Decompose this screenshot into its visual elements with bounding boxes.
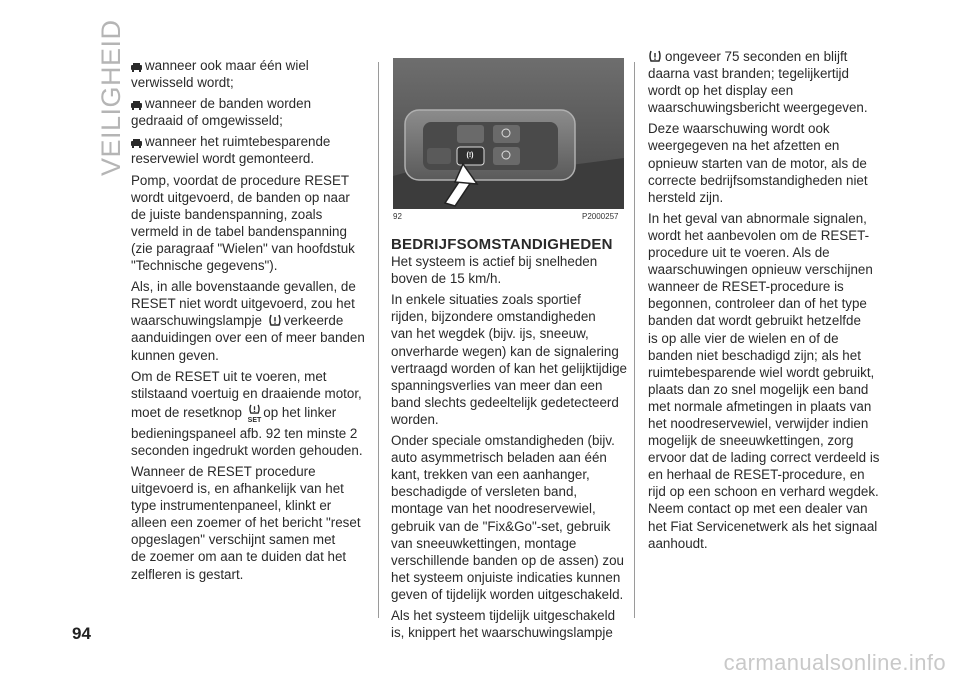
bullet-text: wanneer het ruimtebesparende	[145, 134, 331, 150]
text-line: verschillende banden op de assen) zou	[391, 552, 625, 568]
bullet-text: gedraaid of omgewisseld;	[131, 113, 283, 129]
text-line: bedieningspaneel afb. 92 ten minste 2	[131, 425, 358, 441]
watermark: carmanualsonline.info	[723, 650, 946, 675]
text-line: spanningsverlies van meer dan een	[391, 377, 603, 393]
text-line: geven of tijdelijk worden uitgeschakeld.	[391, 586, 624, 602]
tire-pressure-warning-icon	[648, 50, 662, 63]
text-line: daarna vast branden; tegelijkertijd	[648, 66, 849, 82]
text-line: type instrumentenpaneel, klinkt er	[131, 498, 332, 514]
text-line: zelfleren is gestart.	[131, 566, 244, 582]
text-line: wordt op het display een	[648, 83, 794, 99]
column-3	[648, 48, 888, 556]
reset-button-icon	[248, 404, 262, 425]
text-line: mogelijk de sneeuwkettingen, zorg	[648, 433, 854, 449]
text-line: correcte bedrijfsomstandigheden niet	[648, 172, 868, 188]
text-line: "Technische gegevens").	[131, 258, 278, 274]
bullet-text: reservewiel wordt gemonteerd.	[131, 151, 315, 167]
text-line: en herhaal de RESET-procedure, en	[648, 467, 865, 483]
paragraph	[391, 291, 631, 428]
bullet-text: wanneer de banden worden	[145, 96, 312, 112]
bullet-item	[131, 95, 371, 129]
column-divider-left	[378, 62, 379, 618]
car-bullet-icon	[131, 100, 142, 110]
bullet-text: verwisseld wordt;	[131, 75, 234, 91]
text-line: In het geval van abnormale signalen,	[648, 210, 867, 226]
paragraph	[648, 120, 888, 205]
text-line: ruimtebesparende wiel wordt gebruikt,	[648, 364, 875, 380]
text-line: onverharde wegen) kan de signalering	[391, 343, 619, 359]
figure-number: 92	[393, 212, 402, 221]
tire-pressure-warning-icon	[268, 314, 282, 327]
car-bullet-icon	[131, 138, 142, 148]
text-line: band slechts gedeeltelijk gedetecteerd	[391, 394, 619, 410]
text-line: worden.	[391, 411, 439, 427]
text-line: Het systeem is actief bij snelheden	[391, 254, 598, 270]
text-line: aanduidingen over een of meer banden	[131, 330, 365, 346]
text-line: wordt het aanbevolen om de RESET-	[648, 227, 870, 243]
text-line: In enkele situaties zoals sportief	[391, 292, 581, 308]
column-2	[391, 236, 631, 645]
paragraph	[131, 172, 371, 275]
text-line: de juiste bandenspanning, zoals	[131, 206, 323, 222]
text-line: Pomp, voordat de procedure RESET	[131, 172, 350, 188]
text-line: rijd op een schoon en verhard wegdek.	[648, 484, 879, 500]
bullet-item	[131, 133, 371, 167]
text-line: stilstaand voertuig en draaiende motor,	[131, 385, 362, 401]
text-line: opnieuw starten van de motor, als de	[648, 155, 867, 171]
text-line: opgeslagen" verschijnt samen met	[131, 532, 336, 548]
text-line: vertraagd worden of kan het gelijktijdige	[391, 360, 627, 376]
bullet-item	[131, 57, 371, 91]
column-divider-right	[634, 62, 635, 618]
text-line: Wanneer de RESET procedure	[131, 463, 316, 479]
text-line: boven de 15 km/h.	[391, 271, 502, 287]
section-heading: BEDRIJFSOMSTANDIGHEDEN	[391, 236, 613, 253]
text-line: Onder speciale omstandigheden (bijv.	[391, 433, 615, 449]
text-line: wanneer de RESET-procedure is	[648, 279, 844, 295]
text-line: plaats dan zo snel mogelijk een band	[648, 381, 869, 397]
text-line: is, knippert het waarschuwingslampje	[391, 625, 613, 641]
svg-text:(!): (!)	[466, 152, 474, 159]
paragraph: Als, in alle bovenstaande gevallen, de RESET niet wordt uitgevoerd, zou het waarschuwingslampje verkeerde aanduidingen over een of meer banden kunnen geven.	[131, 278, 371, 363]
paragraph: ongeveer 75 seconden en blijft daarna vast branden; tegelijkertijd wordt op het display een waarschuwingsbericht weergegeven.	[648, 48, 888, 116]
column-1	[131, 57, 371, 587]
text-line: ervoor dat de lading correct verdeeld is	[648, 450, 880, 466]
text-line: vermeld in de tabel bandenspanning	[131, 223, 347, 239]
bullet-text: wanneer ook maar één wiel	[145, 58, 309, 73]
text-line: van sneeuwkettingen, montage	[391, 535, 577, 551]
paragraph	[131, 463, 371, 583]
text-line: Neem contact op met een dealer van	[648, 501, 868, 517]
text-line: hersteld zijn.	[648, 189, 724, 205]
page-number: 94	[72, 624, 91, 643]
text-line: het systeem onjuiste indicaties kunnen	[391, 569, 621, 585]
text-line: Deze waarschuwing wordt ook	[648, 121, 830, 137]
text-line: wordt uitgevoerd, de banden op naar	[131, 189, 350, 205]
control-panel-illustration	[393, 58, 624, 209]
text-line: van het wegdek (bijv. ijs, sneeuw,	[391, 326, 589, 342]
text-line: Als, in alle bovenstaande gevallen, de	[131, 279, 356, 295]
text-line: auto asymmetrisch beladen aan één	[391, 450, 607, 466]
paragraph	[391, 432, 631, 603]
text-line: procedure uit te voeren. Als de	[648, 245, 830, 261]
text-line: is op alle vier de wielen en of de	[648, 330, 839, 346]
text-line: banden dat wordt gebruikt hetzelfde	[648, 313, 861, 329]
text-line: begonnen, controleer dan of het type	[648, 296, 867, 312]
text-line: Om de RESET uit te voeren, met	[131, 368, 327, 384]
paragraph	[391, 253, 631, 287]
text-line: het Fiat Servicenetwerk als het signaal	[648, 518, 878, 534]
text-line: RESET niet wordt uitgevoerd, zou het	[131, 296, 355, 312]
text-line: aanhoudt.	[648, 535, 708, 551]
text-line: rijden, bijzondere omstandigheden	[391, 309, 596, 325]
text-line: het noodreservewiel, verwijder indien	[648, 415, 869, 431]
text-line: weergegeven na het afzetten en	[648, 138, 840, 154]
text-line: montage van het noodreservewiel,	[391, 501, 596, 517]
text-line: waarschuwingen opnieuw verschijnen	[648, 262, 873, 278]
reset-button-sublabel: SET	[247, 416, 262, 424]
text-line: kant, trekken van een aanhanger,	[391, 467, 590, 483]
text-line: banden niet beschadigd zijn; als het	[648, 347, 861, 363]
text-line: de zoemer om aan te duiden dat het	[131, 549, 347, 565]
text-line: uitgevoerd is, en afhankelijk van het	[131, 481, 344, 497]
paragraph: Om de RESET uit te voeren, met stilstaand voertuig en draaiende motor, moet de resetknop SETop het linker bedieningspaneel afb. 92 ten minste 2 seconden ingedrukt worden gehouden.	[131, 368, 371, 459]
text-line: beschadigde of versleten band,	[391, 484, 578, 500]
text-line: kunnen geven.	[131, 347, 219, 363]
text-line: waarschuwingsbericht weergegeven.	[648, 100, 868, 116]
text-line: (zie paragraaf "Wielen" van hoofdstuk	[131, 240, 355, 256]
section-title: VEILIGHEID	[96, 19, 126, 176]
figure-code: P2000257	[582, 212, 619, 221]
text-line: Als het systeem tijdelijk uitgeschakeld	[391, 607, 616, 623]
text-line: gebruik van de "Fix&Go"-set, gebruik	[391, 518, 611, 534]
text-line: alleen een zoemer of het bericht "reset	[131, 515, 361, 531]
dashboard-photo	[393, 58, 624, 209]
text-line: seconden ingedrukt worden gehouden.	[131, 442, 363, 458]
text-line: met normale afmetingen in plaats van	[648, 398, 872, 414]
paragraph	[391, 607, 631, 641]
paragraph	[648, 210, 888, 552]
car-bullet-icon	[131, 62, 142, 72]
